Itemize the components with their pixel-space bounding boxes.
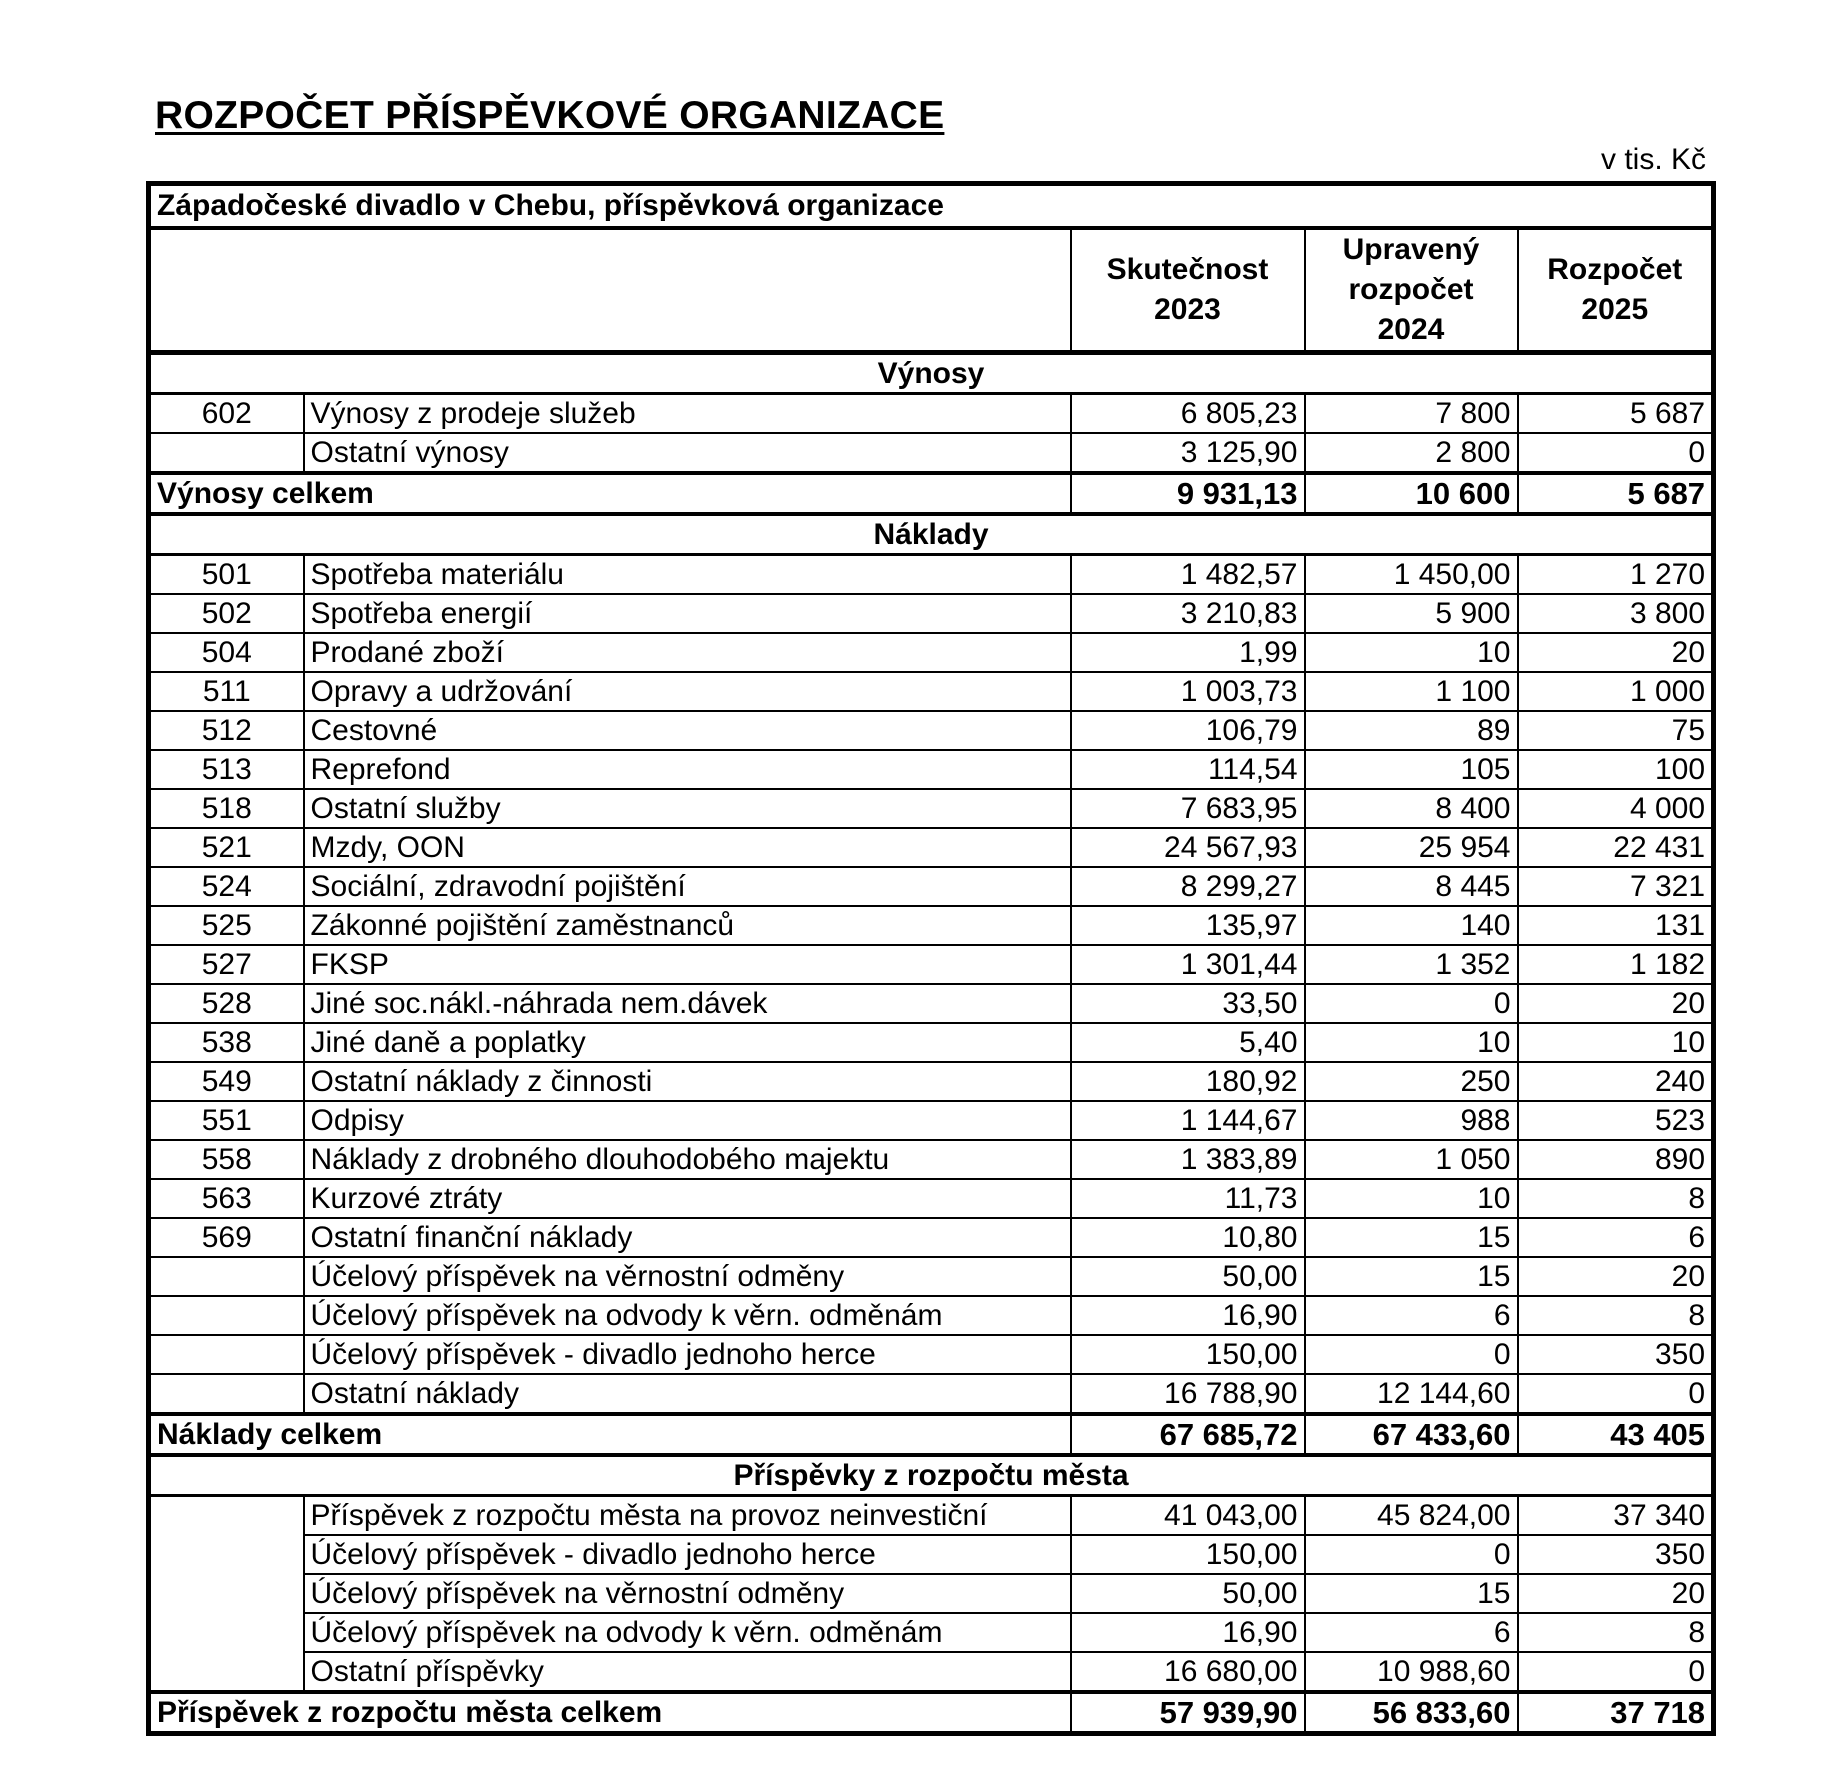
value-2024: 0 xyxy=(1305,984,1518,1023)
value-2024: 10 xyxy=(1305,1023,1518,1062)
table-row xyxy=(149,1496,1714,1536)
value-2024: 10 988,60 xyxy=(1305,1652,1518,1692)
value-2025: 8 xyxy=(1518,1179,1714,1218)
total-label: Náklady celkem xyxy=(149,1414,1071,1455)
account-code: 513 xyxy=(149,750,304,789)
total-row xyxy=(149,1692,1714,1734)
section-heading-row xyxy=(149,1455,1714,1496)
table-row xyxy=(149,1574,1714,1613)
account-code: 525 xyxy=(149,906,304,945)
total-2025: 5 687 xyxy=(1518,473,1714,514)
value-2024: 8 445 xyxy=(1305,867,1518,906)
total-2024: 67 433,60 xyxy=(1305,1414,1518,1455)
value-2023: 16,90 xyxy=(1071,1296,1305,1335)
table-row xyxy=(149,394,1714,434)
value-2025: 240 xyxy=(1518,1062,1714,1101)
value-2024: 6 xyxy=(1305,1296,1518,1335)
value-2024: 1 050 xyxy=(1305,1140,1518,1179)
table-row xyxy=(149,594,1714,633)
header-blank xyxy=(149,228,1071,353)
value-2025: 131 xyxy=(1518,906,1714,945)
total-row xyxy=(149,473,1714,514)
item-label: Jiné soc.nákl.-náhrada nem.dávek xyxy=(304,984,1071,1023)
account-code: 512 xyxy=(149,711,304,750)
value-2025: 350 xyxy=(1518,1335,1714,1374)
table-row xyxy=(149,750,1714,789)
table-row xyxy=(149,828,1714,867)
item-label: Ostatní příspěvky xyxy=(304,1652,1071,1692)
total-label: Výnosy celkem xyxy=(149,473,1071,514)
value-2023: 180,92 xyxy=(1071,1062,1305,1101)
account-code: 511 xyxy=(149,672,304,711)
value-2025: 4 000 xyxy=(1518,789,1714,828)
account-code: 602 xyxy=(149,394,304,434)
total-2023: 67 685,72 xyxy=(1071,1414,1305,1455)
item-label: Spotřeba energií xyxy=(304,594,1071,633)
table-row xyxy=(149,1296,1714,1335)
item-label: Prodané zboží xyxy=(304,633,1071,672)
item-label: Ostatní výnosy xyxy=(304,433,1071,473)
table-row xyxy=(149,1374,1714,1414)
total-2023: 9 931,13 xyxy=(1071,473,1305,514)
value-2024: 5 900 xyxy=(1305,594,1518,633)
value-2023: 8 299,27 xyxy=(1071,867,1305,906)
account-code-empty xyxy=(149,1535,304,1574)
value-2025: 1 270 xyxy=(1518,555,1714,595)
organization-name: Západočeské divadlo v Chebu, příspěvková organizace xyxy=(149,184,1714,229)
table-row xyxy=(149,1257,1714,1296)
section-heading-row xyxy=(149,353,1714,394)
value-2024: 45 824,00 xyxy=(1305,1496,1518,1536)
item-label: Sociální, zdravodní pojištění xyxy=(304,867,1071,906)
table-row xyxy=(149,633,1714,672)
account-code: 501 xyxy=(149,555,304,595)
account-code xyxy=(149,1257,304,1296)
value-2023: 1,99 xyxy=(1071,633,1305,672)
value-2025: 890 xyxy=(1518,1140,1714,1179)
account-code: 504 xyxy=(149,633,304,672)
value-2024: 988 xyxy=(1305,1101,1518,1140)
value-2024: 1 450,00 xyxy=(1305,555,1518,595)
table-row xyxy=(149,555,1714,595)
table-row xyxy=(149,867,1714,906)
value-2023: 135,97 xyxy=(1071,906,1305,945)
value-2025: 100 xyxy=(1518,750,1714,789)
item-label: Účelový příspěvek na odvody k věrn. odměnám xyxy=(304,1296,1071,1335)
value-2023: 16,90 xyxy=(1071,1613,1305,1652)
value-2024: 140 xyxy=(1305,906,1518,945)
value-2023: 10,80 xyxy=(1071,1218,1305,1257)
value-2023: 150,00 xyxy=(1071,1535,1305,1574)
value-2025: 0 xyxy=(1518,433,1714,473)
value-2024: 1 352 xyxy=(1305,945,1518,984)
unit-note: v tis. Kč xyxy=(1600,143,1706,176)
value-2023: 3 210,83 xyxy=(1071,594,1305,633)
account-code-empty xyxy=(149,1613,304,1652)
value-2023: 5,40 xyxy=(1071,1023,1305,1062)
value-2023: 3 125,90 xyxy=(1071,433,1305,473)
account-code: 502 xyxy=(149,594,304,633)
value-2023: 1 003,73 xyxy=(1071,672,1305,711)
value-2023: 1 482,57 xyxy=(1071,555,1305,595)
table-row xyxy=(149,1101,1714,1140)
section-heading: Příspěvky z rozpočtu města xyxy=(149,1455,1714,1496)
total-row xyxy=(149,1414,1714,1455)
value-2024: 105 xyxy=(1305,750,1518,789)
column-header-row xyxy=(149,228,1714,353)
table-row xyxy=(149,1062,1714,1101)
value-2023: 41 043,00 xyxy=(1071,1496,1305,1536)
value-2025: 8 xyxy=(1518,1296,1714,1335)
value-2025: 523 xyxy=(1518,1101,1714,1140)
table-row xyxy=(149,711,1714,750)
value-2023: 150,00 xyxy=(1071,1335,1305,1374)
section-heading: Výnosy xyxy=(149,353,1714,394)
value-2025: 22 431 xyxy=(1518,828,1714,867)
account-code-empty xyxy=(149,1652,304,1692)
item-label: Kurzové ztráty xyxy=(304,1179,1071,1218)
value-2024: 0 xyxy=(1305,1335,1518,1374)
account-code: 521 xyxy=(149,828,304,867)
value-2024: 25 954 xyxy=(1305,828,1518,867)
total-2025: 37 718 xyxy=(1518,1692,1714,1734)
value-2024: 250 xyxy=(1305,1062,1518,1101)
section-heading: Náklady xyxy=(149,514,1714,555)
item-label: Účelový příspěvek na věrnostní odměny xyxy=(304,1257,1071,1296)
value-2024: 0 xyxy=(1305,1535,1518,1574)
account-code: 538 xyxy=(149,1023,304,1062)
account-code: 563 xyxy=(149,1179,304,1218)
header-budget-2025: Rozpočet 2025 xyxy=(1518,228,1714,353)
value-2024: 7 800 xyxy=(1305,394,1518,434)
value-2024: 2 800 xyxy=(1305,433,1518,473)
item-label: Ostatní služby xyxy=(304,789,1071,828)
document-title: ROZPOČET PŘÍSPĚVKOVÉ ORGANIZACE xyxy=(155,94,945,137)
value-2025: 1 000 xyxy=(1518,672,1714,711)
item-label: Ostatní náklady xyxy=(304,1374,1071,1414)
account-code-empty xyxy=(149,1496,304,1536)
table-row xyxy=(149,433,1714,473)
table-row xyxy=(149,1140,1714,1179)
account-code: 524 xyxy=(149,867,304,906)
total-2023: 57 939,90 xyxy=(1071,1692,1305,1734)
value-2025: 6 xyxy=(1518,1218,1714,1257)
value-2023: 16 788,90 xyxy=(1071,1374,1305,1414)
header-actual-2023: Skutečnost 2023 xyxy=(1071,228,1305,353)
value-2024: 1 100 xyxy=(1305,672,1518,711)
value-2024: 12 144,60 xyxy=(1305,1374,1518,1414)
item-label: Výnosy z prodeje služeb xyxy=(304,394,1071,434)
budget-table xyxy=(146,181,1716,1736)
value-2023: 16 680,00 xyxy=(1071,1652,1305,1692)
item-label: Opravy a udržování xyxy=(304,672,1071,711)
table-row xyxy=(149,984,1714,1023)
total-2024: 10 600 xyxy=(1305,473,1518,514)
table-row xyxy=(149,1613,1714,1652)
value-2023: 50,00 xyxy=(1071,1257,1305,1296)
item-label: Spotřeba materiálu xyxy=(304,555,1071,595)
account-code: 569 xyxy=(149,1218,304,1257)
total-label: Příspěvek z rozpočtu města celkem xyxy=(149,1692,1071,1734)
value-2023: 6 805,23 xyxy=(1071,394,1305,434)
table-row xyxy=(149,1535,1714,1574)
value-2025: 20 xyxy=(1518,1257,1714,1296)
value-2024: 15 xyxy=(1305,1218,1518,1257)
value-2025: 1 182 xyxy=(1518,945,1714,984)
item-label: Příspěvek z rozpočtu města na provoz neinvestiční xyxy=(304,1496,1071,1536)
table-row xyxy=(149,789,1714,828)
value-2025: 20 xyxy=(1518,1574,1714,1613)
item-label: Náklady z drobného dlouhodobého majektu xyxy=(304,1140,1071,1179)
account-code: 527 xyxy=(149,945,304,984)
account-code: 518 xyxy=(149,789,304,828)
header-adjusted-2024: Upravený rozpočet 2024 xyxy=(1305,228,1518,353)
table-row xyxy=(149,1218,1714,1257)
value-2023: 1 144,67 xyxy=(1071,1101,1305,1140)
value-2023: 24 567,93 xyxy=(1071,828,1305,867)
value-2024: 15 xyxy=(1305,1257,1518,1296)
value-2025: 0 xyxy=(1518,1374,1714,1414)
value-2023: 7 683,95 xyxy=(1071,789,1305,828)
value-2025: 3 800 xyxy=(1518,594,1714,633)
value-2025: 7 321 xyxy=(1518,867,1714,906)
value-2024: 8 400 xyxy=(1305,789,1518,828)
account-code: 551 xyxy=(149,1101,304,1140)
item-label: Jiné daně a poplatky xyxy=(304,1023,1071,1062)
value-2023: 33,50 xyxy=(1071,984,1305,1023)
item-label: Účelový příspěvek na věrnostní odměny xyxy=(304,1574,1071,1613)
account-code: 528 xyxy=(149,984,304,1023)
item-label: Účelový příspěvek - divadlo jednoho herce xyxy=(304,1335,1071,1374)
item-label: Reprefond xyxy=(304,750,1071,789)
value-2025: 0 xyxy=(1518,1652,1714,1692)
account-code: 549 xyxy=(149,1062,304,1101)
value-2025: 5 687 xyxy=(1518,394,1714,434)
value-2023: 114,54 xyxy=(1071,750,1305,789)
value-2025: 75 xyxy=(1518,711,1714,750)
value-2025: 8 xyxy=(1518,1613,1714,1652)
value-2025: 37 340 xyxy=(1518,1496,1714,1536)
total-2024: 56 833,60 xyxy=(1305,1692,1518,1734)
value-2024: 15 xyxy=(1305,1574,1518,1613)
value-2024: 10 xyxy=(1305,633,1518,672)
item-label: Účelový příspěvek na odvody k věrn. odměnám xyxy=(304,1613,1071,1652)
value-2025: 10 xyxy=(1518,1023,1714,1062)
account-code xyxy=(149,1374,304,1414)
value-2025: 20 xyxy=(1518,633,1714,672)
value-2024: 89 xyxy=(1305,711,1518,750)
value-2023: 1 301,44 xyxy=(1071,945,1305,984)
value-2023: 106,79 xyxy=(1071,711,1305,750)
account-code: 558 xyxy=(149,1140,304,1179)
item-label: Účelový příspěvek - divadlo jednoho herce xyxy=(304,1535,1071,1574)
account-code xyxy=(149,1296,304,1335)
item-label: Odpisy xyxy=(304,1101,1071,1140)
item-label: Ostatní finanční náklady xyxy=(304,1218,1071,1257)
account-code xyxy=(149,1335,304,1374)
section-heading-row xyxy=(149,514,1714,555)
table-row xyxy=(149,672,1714,711)
value-2024: 10 xyxy=(1305,1179,1518,1218)
table-row xyxy=(149,1335,1714,1374)
item-label: Zákonné pojištění zaměstnanců xyxy=(304,906,1071,945)
item-label: Cestovné xyxy=(304,711,1071,750)
value-2024: 6 xyxy=(1305,1613,1518,1652)
item-label: Mzdy, OON xyxy=(304,828,1071,867)
account-code-empty xyxy=(149,1574,304,1613)
table-row xyxy=(149,1652,1714,1692)
account-code xyxy=(149,433,304,473)
value-2023: 11,73 xyxy=(1071,1179,1305,1218)
value-2023: 1 383,89 xyxy=(1071,1140,1305,1179)
table-row xyxy=(149,1179,1714,1218)
item-label: FKSP xyxy=(304,945,1071,984)
item-label: Ostatní náklady z činnosti xyxy=(304,1062,1071,1101)
table-row xyxy=(149,906,1714,945)
total-2025: 43 405 xyxy=(1518,1414,1714,1455)
value-2025: 20 xyxy=(1518,984,1714,1023)
value-2023: 50,00 xyxy=(1071,1574,1305,1613)
table-row xyxy=(149,1023,1714,1062)
table-row xyxy=(149,945,1714,984)
value-2025: 350 xyxy=(1518,1535,1714,1574)
